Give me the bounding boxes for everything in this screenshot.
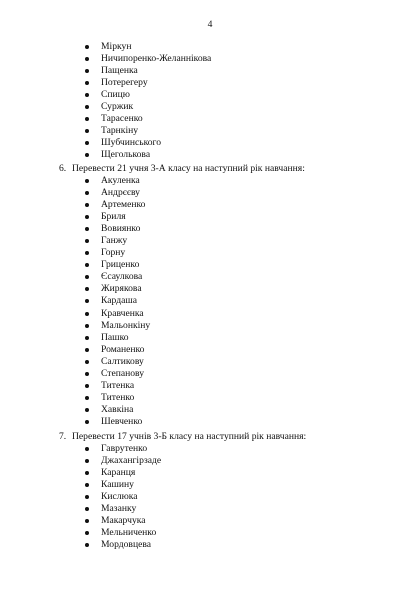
student-name: Степанову: [101, 367, 145, 379]
item-text: Перевести 17 учнів 3-Б класу на наступний рік навчання:: [72, 431, 307, 442]
student-name: Романенко: [101, 343, 145, 355]
bullet-icon: [85, 153, 89, 157]
list-item: [0, 77, 211, 89]
bullet-icon: [85, 93, 89, 97]
list-item: [0, 467, 161, 479]
bullet-icon: [85, 275, 89, 279]
student-name: Тарнкіну: [101, 125, 139, 137]
bullet-icon: [85, 69, 89, 73]
bullet-icon: [85, 141, 89, 145]
list-item: [0, 332, 150, 344]
list-item: [0, 380, 150, 392]
bullet-icon: [85, 324, 89, 328]
list-item: [0, 199, 150, 211]
student-name: Потерегеру: [101, 77, 148, 89]
student-name: Міркун: [101, 41, 132, 52]
bullet-icon: [85, 519, 89, 523]
student-name: Артеменко: [101, 199, 146, 211]
list-item: [0, 259, 150, 271]
bullet-icon: [85, 495, 89, 499]
item-number: 6.: [59, 163, 67, 174]
bullet-icon: [85, 408, 89, 412]
list-item: [0, 113, 211, 125]
student-name: Спицю: [101, 89, 130, 101]
bullet-icon: [85, 312, 89, 316]
student-name: Кардаша: [101, 295, 137, 307]
student-name: Суржик: [101, 101, 134, 113]
bullet-icon: [85, 57, 89, 61]
bullet-icon: [85, 45, 89, 49]
student-name: Вовиянко: [101, 223, 141, 235]
list-item: [0, 101, 211, 113]
list-item: [0, 211, 150, 223]
student-name: Мельниченко: [101, 527, 157, 539]
continued-name-list: [0, 41, 211, 161]
list-item: [0, 41, 211, 53]
student-name: Каранця: [101, 467, 136, 479]
student-name: Макарчука: [101, 515, 146, 527]
bullet-icon: [85, 483, 89, 487]
bullet-icon: [85, 372, 89, 376]
student-name: Ганжу: [101, 235, 128, 247]
list-item: [0, 503, 161, 515]
list-item: [0, 223, 150, 235]
student-name: Шевченко: [101, 415, 143, 427]
bullet-icon: [85, 360, 89, 364]
student-name: Салтикову: [101, 355, 144, 367]
list-item: [0, 149, 211, 161]
bullet-icon: [85, 459, 89, 463]
bullet-icon: [85, 531, 89, 535]
list-item: [0, 53, 211, 65]
student-name: Гриценко: [101, 259, 140, 271]
bullet-icon: [85, 81, 89, 85]
bullet-icon: [85, 336, 89, 340]
student-name: Кравченка: [101, 307, 144, 319]
list-item: [0, 187, 150, 199]
list-item: [0, 344, 150, 356]
list-item: [0, 137, 211, 149]
list-item: [0, 89, 211, 101]
bullet-icon: [85, 117, 89, 121]
student-name: Пащенка: [101, 65, 138, 77]
list-item: [0, 416, 150, 428]
bullet-icon: [85, 396, 89, 400]
list-item: [0, 356, 150, 368]
list-item: [0, 368, 150, 380]
list-item: [0, 443, 161, 455]
bullet-icon: [85, 543, 89, 547]
bullet-icon: [85, 384, 89, 388]
list-item: [0, 320, 150, 332]
student-name: Шубчинського: [101, 137, 162, 149]
student-name: Акуленка: [101, 175, 140, 186]
class-3b-name-list: [0, 443, 161, 551]
bullet-icon: [85, 348, 89, 352]
bullet-icon: [85, 507, 89, 511]
list-item: [0, 65, 211, 77]
student-name: Щеголькова: [101, 149, 151, 161]
bullet-icon: [85, 263, 89, 267]
student-name: Андрєєву: [101, 187, 140, 199]
list-item: [0, 455, 161, 467]
list-item: [0, 271, 150, 283]
student-name: Жирякова: [101, 283, 142, 295]
student-name: Титенко: [101, 391, 135, 403]
bullet-icon: [85, 251, 89, 255]
student-name: Бриля: [101, 211, 126, 223]
student-name: Горну: [101, 247, 126, 259]
list-item: [0, 247, 150, 259]
list-item: [0, 491, 161, 503]
student-name: Єсаулкова: [101, 271, 143, 283]
bullet-icon: [85, 239, 89, 243]
bullet-icon: [85, 105, 89, 109]
item-text: Перевести 21 учня 3-А класу на наступний рік навчання:: [72, 163, 305, 174]
list-item: [0, 527, 161, 539]
list-item: [0, 404, 150, 416]
student-name: Мордовцева: [101, 539, 152, 551]
student-name: Ничипоренко-Желаннікова: [101, 53, 212, 65]
bullet-icon: [85, 447, 89, 451]
bullet-icon: [85, 471, 89, 475]
list-item: [0, 235, 150, 247]
student-name: Кашину: [101, 479, 134, 491]
bullet-icon: [85, 420, 89, 424]
page-number: 4: [207, 19, 213, 30]
student-name: Мальонкіну: [101, 319, 151, 331]
list-item: [0, 295, 150, 307]
bullet-icon: [85, 287, 89, 291]
student-name: Мазанку: [101, 503, 137, 515]
list-item: [0, 539, 161, 551]
list-item: [0, 515, 161, 527]
bullet-icon: [85, 227, 89, 231]
bullet-icon: [85, 191, 89, 195]
student-name: Гаврутенко: [101, 443, 148, 454]
student-name: Пашко: [101, 331, 129, 343]
student-name: Титенка: [101, 379, 135, 391]
list-item: [0, 479, 161, 491]
class-3a-name-list: [0, 175, 150, 428]
student-name: Джахангірзаде: [101, 455, 162, 467]
bullet-icon: [85, 203, 89, 207]
list-item: [0, 283, 150, 295]
student-name: Кислюка: [101, 491, 138, 503]
bullet-icon: [85, 179, 89, 183]
list-item: [0, 175, 150, 187]
student-name: Хавкіна: [101, 403, 134, 415]
bullet-icon: [85, 215, 89, 219]
bullet-icon: [85, 129, 89, 133]
list-item: [0, 125, 211, 137]
item-number: 7.: [59, 431, 67, 442]
student-name: Тарасенко: [101, 113, 143, 125]
list-item: [0, 308, 150, 320]
bullet-icon: [85, 299, 89, 303]
list-item: [0, 392, 150, 404]
